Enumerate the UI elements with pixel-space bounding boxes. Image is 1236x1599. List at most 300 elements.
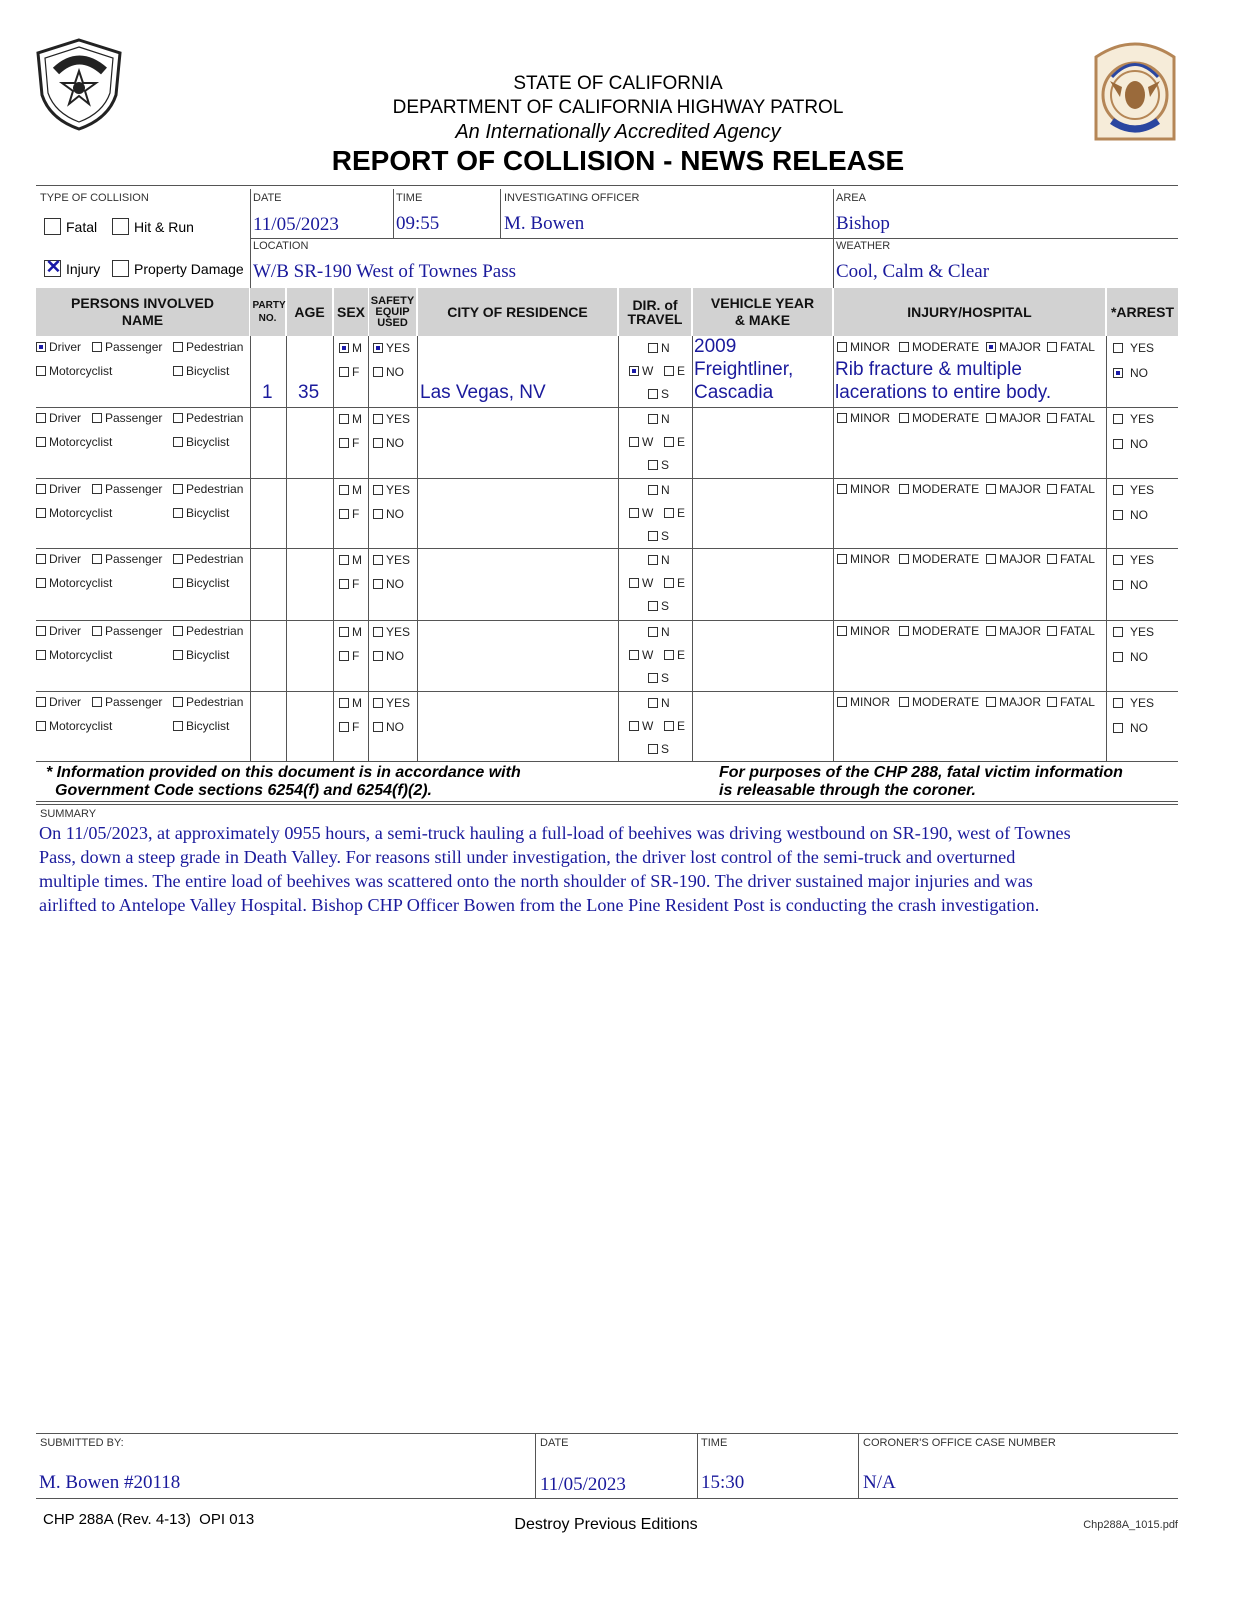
arrest-no-checkbox[interactable] — [1113, 578, 1148, 592]
vehicle-make[interactable]: Freightliner, — [694, 359, 794, 380]
sex-m-checkbox[interactable] — [339, 625, 362, 639]
arrest-no-box[interactable] — [1113, 580, 1123, 590]
injury-moderate-checkbox[interactable] — [899, 624, 979, 638]
injury-minor-checkbox[interactable] — [837, 411, 890, 425]
injury-minor-checkbox[interactable] — [837, 340, 890, 354]
injury-major-checkbox[interactable] — [986, 695, 1041, 709]
summary-line3: multiple times. The entire load of beehives was scattered onto the north shoulder of SR-190. The driver sustained major injuries and was — [39, 871, 1033, 891]
safety-yes-label: YES — [386, 553, 411, 567]
injury-box[interactable] — [44, 257, 62, 278]
dir-w-checkbox[interactable] — [629, 719, 653, 733]
injury-major-checkbox[interactable] — [986, 482, 1041, 496]
sex-f-checkbox[interactable] — [339, 720, 359, 734]
injury-fatal-label: FATAL — [1060, 340, 1095, 354]
sex-f-box[interactable] — [339, 509, 349, 519]
passenger-checkbox[interactable] — [92, 552, 162, 566]
driver-box[interactable] — [36, 413, 46, 423]
sex-f-box[interactable] — [339, 367, 349, 377]
coroner-note-line2: is releasable through the coroner. — [719, 782, 976, 799]
pedestrian-checkbox[interactable] — [173, 624, 243, 638]
injury-fatal-checkbox[interactable] — [1047, 552, 1095, 566]
sex-f-checkbox[interactable] — [339, 436, 359, 450]
safety-no-box[interactable] — [373, 509, 383, 519]
injury-major-box[interactable] — [986, 697, 996, 707]
dir-s-checkbox[interactable] — [648, 529, 669, 543]
type-of-collision-label: TYPE OF COLLISION — [40, 192, 149, 204]
passenger-checkbox[interactable] — [92, 695, 162, 709]
safety-yes-checkbox[interactable] — [373, 696, 410, 710]
safety-no-checkbox[interactable] — [373, 436, 404, 450]
motorcyclist-box[interactable] — [36, 437, 46, 447]
dir-n-checkbox[interactable] — [648, 553, 670, 567]
dir-w-checkbox[interactable] — [629, 435, 653, 449]
bicyclist-box[interactable] — [173, 578, 183, 588]
divider-area — [833, 189, 834, 288]
sex-m-checkbox[interactable] — [339, 341, 362, 355]
collision-date[interactable]: 11/05/2023 — [253, 214, 339, 235]
driver-checkbox[interactable] — [36, 624, 81, 638]
injury-minor-checkbox[interactable] — [837, 695, 890, 709]
safety-yes-checkbox[interactable] — [373, 553, 410, 567]
injury-minor-box[interactable] — [837, 697, 847, 707]
safety-no-box[interactable] — [373, 651, 383, 661]
driver-checkbox[interactable] — [36, 340, 81, 354]
driver-box[interactable] — [36, 697, 46, 707]
arrest-yes-checkbox[interactable] — [1113, 341, 1154, 355]
dir-n-checkbox[interactable] — [648, 412, 670, 426]
injury-major-box[interactable] — [986, 554, 996, 564]
dir-s-box[interactable] — [648, 460, 658, 470]
dir-e-checkbox[interactable] — [664, 576, 685, 590]
injury-checkbox[interactable] — [44, 257, 101, 278]
passenger-box[interactable] — [92, 413, 102, 423]
motorcyclist-box[interactable] — [36, 508, 46, 518]
sex-m-box[interactable] — [339, 627, 349, 637]
dir-w-checkbox[interactable] — [629, 506, 653, 520]
dir-e-box[interactable] — [664, 721, 674, 731]
injury-moderate-checkbox[interactable] — [899, 482, 979, 496]
safety-no-checkbox[interactable] — [373, 720, 404, 734]
dir-w-box[interactable] — [629, 721, 639, 731]
injury-minor-box[interactable] — [837, 342, 847, 352]
sex-f-box[interactable] — [339, 579, 349, 589]
passenger-box[interactable] — [92, 697, 102, 707]
injury-fatal-checkbox[interactable] — [1047, 624, 1095, 638]
col-party-header — [250, 288, 285, 336]
dir-n-box[interactable] — [648, 343, 658, 353]
sex-f-box[interactable] — [339, 651, 349, 661]
injury-fatal-box[interactable] — [1047, 342, 1057, 352]
injury-minor-label: MINOR — [850, 552, 890, 566]
injury-major-box[interactable] — [986, 413, 996, 423]
submission-date[interactable]: 11/05/2023 — [540, 1474, 626, 1495]
injury-minor-box[interactable] — [837, 626, 847, 636]
pedestrian-checkbox[interactable] — [173, 411, 243, 425]
injury-major-checkbox[interactable] — [986, 624, 1041, 638]
injury-moderate-box[interactable] — [899, 484, 909, 494]
injury-moderate-checkbox[interactable] — [899, 411, 979, 425]
injury-minor-box[interactable] — [837, 554, 847, 564]
driver-checkbox[interactable] — [36, 482, 81, 496]
motorcyclist-checkbox[interactable] — [36, 576, 112, 590]
safety-no-box[interactable] — [373, 438, 383, 448]
dir-n-checkbox[interactable] — [648, 696, 670, 710]
dir-w-box[interactable] — [629, 437, 639, 447]
dir-s-checkbox[interactable] — [648, 599, 669, 613]
coroner-case-label: CORONER'S OFFICE CASE NUMBER — [863, 1437, 1056, 1449]
bicyclist-checkbox[interactable] — [173, 719, 229, 733]
driver-box[interactable] — [36, 554, 46, 564]
col-injury-text: INJURY/HOSPITAL — [907, 304, 1032, 320]
dir-n-box[interactable] — [648, 698, 658, 708]
motorcyclist-label: Motorcyclist — [49, 506, 113, 520]
sex-m-box[interactable] — [339, 343, 349, 353]
arrest-no-box[interactable] — [1113, 723, 1123, 733]
motorcyclist-box[interactable] — [36, 366, 46, 376]
injury-fatal-checkbox[interactable] — [1047, 695, 1095, 709]
vehicle-year[interactable]: 2009 — [694, 336, 737, 357]
dir-s-box[interactable] — [648, 673, 658, 683]
dir-s-checkbox[interactable] — [648, 458, 669, 472]
pedestrian-box[interactable] — [173, 697, 183, 707]
injury-major-box[interactable] — [986, 484, 996, 494]
arrest-no-label: NO — [1130, 578, 1148, 592]
safety-no-box[interactable] — [373, 367, 383, 377]
passenger-box[interactable] — [92, 554, 102, 564]
passenger-box[interactable] — [92, 626, 102, 636]
submission-time[interactable]: 15:30 — [701, 1472, 745, 1493]
pedestrian-box[interactable] — [173, 554, 183, 564]
dir-w-box[interactable] — [629, 508, 639, 518]
safety-yes-box[interactable] — [373, 485, 383, 495]
sex-m-box[interactable] — [339, 698, 349, 708]
injury-description-line1[interactable]: Rib fracture & multiple — [835, 359, 1022, 380]
driver-box[interactable] — [36, 484, 46, 494]
safety-yes-checkbox[interactable] — [373, 625, 410, 639]
arrest-no-box[interactable] — [1113, 510, 1123, 520]
pedestrian-box[interactable] — [173, 626, 183, 636]
driver-checkbox[interactable] — [36, 552, 81, 566]
bicyclist-checkbox[interactable] — [173, 506, 229, 520]
coroner-case-number[interactable]: N/A — [863, 1472, 896, 1493]
header-tagline: An Internationally Accredited Agency — [455, 121, 781, 143]
injury-fatal-checkbox[interactable] — [1047, 482, 1095, 496]
sex-m-box[interactable] — [339, 414, 349, 424]
dir-w-box[interactable] — [629, 366, 639, 376]
injury-minor-box[interactable] — [837, 484, 847, 494]
arrest-yes-box[interactable] — [1113, 485, 1123, 495]
sex-m-checkbox[interactable] — [339, 553, 362, 567]
dir-s-checkbox[interactable] — [648, 742, 669, 756]
summary-line2: Pass, down a steep grade in Death Valley. For reasons still under investigation, the driver lost control of the semi-truck and overturned — [39, 847, 1016, 867]
injury-moderate-box[interactable] — [899, 413, 909, 423]
injury-minor-checkbox[interactable] — [837, 624, 890, 638]
injury-major-checkbox[interactable] — [986, 411, 1041, 425]
driver-checkbox[interactable] — [36, 411, 81, 425]
fatal-checkbox[interactable] — [44, 218, 97, 235]
safety-yes-box[interactable] — [373, 414, 383, 424]
sex-f-checkbox[interactable] — [339, 649, 359, 663]
motorcyclist-box[interactable] — [36, 578, 46, 588]
passenger-box[interactable] — [92, 484, 102, 494]
injury-major-box[interactable] — [986, 626, 996, 636]
col-injury-header — [834, 288, 1105, 336]
bicyclist-checkbox[interactable] — [173, 435, 229, 449]
dir-s-label: S — [661, 742, 670, 756]
arrest-no-checkbox[interactable] — [1113, 650, 1148, 664]
property-damage-box[interactable] — [112, 260, 129, 277]
arrest-yes-box[interactable] — [1113, 698, 1123, 708]
age-value[interactable]: 35 — [298, 382, 320, 403]
safety-no-box[interactable] — [373, 579, 383, 589]
dir-n-checkbox[interactable] — [648, 625, 670, 639]
dir-w-label: W — [642, 648, 654, 662]
safety-no-box[interactable] — [373, 722, 383, 732]
safety-yes-checkbox[interactable] — [373, 483, 410, 497]
injury-fatal-box[interactable] — [1047, 626, 1057, 636]
dir-n-box[interactable] — [648, 485, 658, 495]
motorcyclist-checkbox[interactable] — [36, 435, 112, 449]
injury-description-line2[interactable]: lacerations to entire body. — [835, 382, 1052, 403]
pedestrian-box[interactable] — [173, 413, 183, 423]
injury-fatal-box[interactable] — [1047, 697, 1057, 707]
bicyclist-checkbox[interactable] — [173, 648, 229, 662]
dir-s-label: S — [661, 529, 670, 543]
bicyclist-box[interactable] — [173, 437, 183, 447]
injury-minor-checkbox[interactable] — [837, 482, 890, 496]
arrest-yes-checkbox[interactable] — [1113, 625, 1154, 639]
sex-f-checkbox[interactable] — [339, 507, 359, 521]
passenger-label: Passenger — [105, 411, 163, 425]
dir-e-checkbox[interactable] — [664, 648, 685, 662]
injury-fatal-checkbox[interactable] — [1047, 411, 1095, 425]
injury-moderate-checkbox[interactable] — [899, 552, 979, 566]
dir-s-box[interactable] — [648, 601, 658, 611]
dir-e-box[interactable] — [664, 437, 674, 447]
arrest-no-checkbox[interactable] — [1113, 437, 1148, 451]
arrest-yes-checkbox[interactable] — [1113, 553, 1154, 567]
bicyclist-box[interactable] — [173, 650, 183, 660]
dir-e-label: E — [677, 364, 686, 378]
safety-yes-checkbox[interactable] — [373, 341, 410, 355]
dir-e-box[interactable] — [664, 578, 674, 588]
dir-w-checkbox[interactable] — [629, 576, 653, 590]
injury-fatal-checkbox[interactable] — [1047, 340, 1095, 354]
fatal-box[interactable] — [44, 218, 61, 235]
destroy-previous-editions: Destroy Previous Editions — [514, 1516, 698, 1533]
safety-yes-box[interactable] — [373, 698, 383, 708]
motorcyclist-checkbox[interactable] — [36, 364, 112, 378]
summary-text[interactable] — [39, 821, 1189, 917]
dir-w-checkbox[interactable] — [629, 364, 653, 378]
safety-no-label: NO — [386, 720, 404, 734]
arrest-yes-checkbox[interactable] — [1113, 412, 1154, 426]
sex-f-checkbox[interactable] — [339, 365, 359, 379]
bicyclist-box[interactable] — [173, 366, 183, 376]
dir-n-box[interactable] — [648, 627, 658, 637]
bicyclist-box[interactable] — [173, 508, 183, 518]
dir-n-box[interactable] — [648, 555, 658, 565]
injury-moderate-box[interactable] — [899, 554, 909, 564]
submission-divider-date — [535, 1433, 536, 1498]
dir-e-checkbox[interactable] — [664, 719, 685, 733]
dir-e-checkbox[interactable] — [664, 364, 685, 378]
time-label: TIME — [396, 192, 423, 204]
passenger-checkbox[interactable] — [92, 340, 162, 354]
arrest-no-box[interactable] — [1113, 368, 1123, 378]
passenger-checkbox[interactable] — [92, 411, 162, 425]
arrest-yes-box[interactable] — [1113, 627, 1123, 637]
pedestrian-checkbox[interactable] — [173, 340, 243, 354]
motorcyclist-box[interactable] — [36, 721, 46, 731]
dir-e-box[interactable] — [664, 366, 674, 376]
fatal-label: Fatal — [66, 218, 98, 235]
arrest-no-checkbox[interactable] — [1113, 508, 1148, 522]
sex-f-box[interactable] — [339, 722, 349, 732]
header-department: DEPARTMENT OF CALIFORNIA HIGHWAY PATROL — [392, 97, 844, 118]
injury-major-box[interactable] — [986, 342, 996, 352]
vehicle-model[interactable]: Cascadia — [694, 382, 774, 403]
pedestrian-box[interactable] — [173, 484, 183, 494]
arrest-no-label: NO — [1130, 366, 1148, 380]
motorcyclist-label: Motorcyclist — [49, 576, 113, 590]
bicyclist-box[interactable] — [173, 721, 183, 731]
dir-w-box[interactable] — [629, 650, 639, 660]
dir-s-checkbox[interactable] — [648, 671, 669, 685]
passenger-checkbox[interactable] — [92, 482, 162, 496]
hit-run-box[interactable] — [112, 218, 129, 235]
arrest-no-box[interactable] — [1113, 652, 1123, 662]
driver-checkbox[interactable] — [36, 695, 81, 709]
bicyclist-checkbox[interactable] — [173, 576, 229, 590]
sex-m-box[interactable] — [339, 555, 349, 565]
dir-s-box[interactable] — [648, 744, 658, 754]
dir-e-box[interactable] — [664, 508, 674, 518]
safety-no-checkbox[interactable] — [373, 365, 404, 379]
collision-time[interactable]: 09:55 — [396, 213, 440, 234]
dir-s-label: S — [661, 387, 670, 401]
arrest-yes-box[interactable] — [1113, 555, 1123, 565]
dir-n-checkbox[interactable] — [648, 483, 670, 497]
safety-no-label: NO — [386, 649, 404, 663]
pedestrian-box[interactable] — [173, 342, 183, 352]
sex-m-checkbox[interactable] — [339, 483, 362, 497]
arrest-yes-box[interactable] — [1113, 414, 1123, 424]
investigating-officer[interactable]: M. Bowen — [504, 213, 585, 234]
sex-f-box[interactable] — [339, 438, 349, 448]
sex-f-label: F — [352, 365, 360, 379]
sex-m-checkbox[interactable] — [339, 696, 362, 710]
col-name-header — [36, 288, 249, 336]
pedestrian-checkbox[interactable] — [173, 552, 243, 566]
injury-major-label: MAJOR — [999, 552, 1041, 566]
injury-minor-checkbox[interactable] — [837, 552, 890, 566]
driver-box[interactable] — [36, 342, 46, 352]
arrest-no-checkbox[interactable] — [1113, 366, 1148, 380]
motorcyclist-checkbox[interactable] — [36, 719, 112, 733]
injury-label: Injury — [66, 260, 101, 277]
safety-no-checkbox[interactable] — [373, 577, 404, 591]
dir-e-checkbox[interactable] — [664, 506, 685, 520]
sex-m-checkbox[interactable] — [339, 412, 362, 426]
passenger-box[interactable] — [92, 342, 102, 352]
dir-s-checkbox[interactable] — [648, 387, 669, 401]
injury-fatal-box[interactable] — [1047, 554, 1057, 564]
dir-e-label: E — [677, 719, 686, 733]
dir-w-checkbox[interactable] — [629, 648, 653, 662]
weather-value[interactable]: Cool, Calm & Clear — [836, 261, 990, 282]
city-of-residence[interactable]: Las Vegas, NV — [420, 382, 546, 403]
dir-w-label: W — [642, 364, 654, 378]
passenger-checkbox[interactable] — [92, 624, 162, 638]
safety-yes-checkbox[interactable] — [373, 412, 410, 426]
safety-no-checkbox[interactable] — [373, 649, 404, 663]
dir-e-box[interactable] — [664, 650, 674, 660]
injury-major-checkbox[interactable] — [986, 552, 1041, 566]
safety-yes-box[interactable] — [373, 555, 383, 565]
injury-fatal-box[interactable] — [1047, 484, 1057, 494]
pedestrian-label: Pedestrian — [186, 482, 244, 496]
pedestrian-checkbox[interactable] — [173, 695, 243, 709]
safety-yes-box[interactable] — [373, 343, 383, 353]
arrest-yes-checkbox[interactable] — [1113, 696, 1154, 710]
location-value[interactable]: W/B SR-190 West of Townes Pass — [253, 261, 516, 282]
injury-moderate-box[interactable] — [899, 697, 909, 707]
injury-moderate-box[interactable] — [899, 342, 909, 352]
injury-fatal-box[interactable] — [1047, 413, 1057, 423]
arrest-no-checkbox[interactable] — [1113, 721, 1148, 735]
injury-minor-box[interactable] — [837, 413, 847, 423]
dir-e-checkbox[interactable] — [664, 435, 685, 449]
dir-e-label: E — [677, 506, 686, 520]
arrest-no-box[interactable] — [1113, 439, 1123, 449]
hit-run-checkbox[interactable] — [112, 218, 194, 235]
dir-n-box[interactable] — [648, 414, 658, 424]
accreditation-seal — [1092, 37, 1178, 143]
motorcyclist-checkbox[interactable] — [36, 648, 112, 662]
arrest-no-label: NO — [1130, 437, 1148, 451]
driver-box[interactable] — [36, 626, 46, 636]
safety-no-checkbox[interactable] — [373, 507, 404, 521]
dir-s-box[interactable] — [648, 389, 658, 399]
area-value[interactable]: Bishop — [836, 213, 890, 234]
pedestrian-label: Pedestrian — [186, 552, 244, 566]
sex-m-box[interactable] — [339, 485, 349, 495]
legal-note — [46, 764, 521, 800]
arrest-yes-checkbox[interactable] — [1113, 483, 1154, 497]
sex-f-checkbox[interactable] — [339, 577, 359, 591]
injury-major-checkbox[interactable] — [986, 340, 1041, 354]
pedestrian-checkbox[interactable] — [173, 482, 243, 496]
arrest-yes-box[interactable] — [1113, 343, 1123, 353]
injury-moderate-box[interactable] — [899, 626, 909, 636]
dir-s-box[interactable] — [648, 531, 658, 541]
bicyclist-checkbox[interactable] — [173, 364, 229, 378]
safety-yes-box[interactable] — [373, 627, 383, 637]
injury-moderate-checkbox[interactable] — [899, 695, 979, 709]
motorcyclist-box[interactable] — [36, 650, 46, 660]
col-name-text: PERSONS INVOLVED NAME — [71, 295, 214, 328]
col-sex-header — [334, 288, 368, 336]
injury-moderate-checkbox[interactable] — [899, 340, 979, 354]
submitted-by[interactable]: M. Bowen #20118 — [39, 1472, 181, 1493]
dir-n-checkbox[interactable] — [648, 341, 670, 355]
sex-f-label: F — [352, 720, 360, 734]
party-number[interactable]: 1 — [262, 382, 273, 403]
dir-w-box[interactable] — [629, 578, 639, 588]
property-damage-checkbox[interactable] — [112, 260, 244, 277]
motorcyclist-checkbox[interactable] — [36, 506, 112, 520]
